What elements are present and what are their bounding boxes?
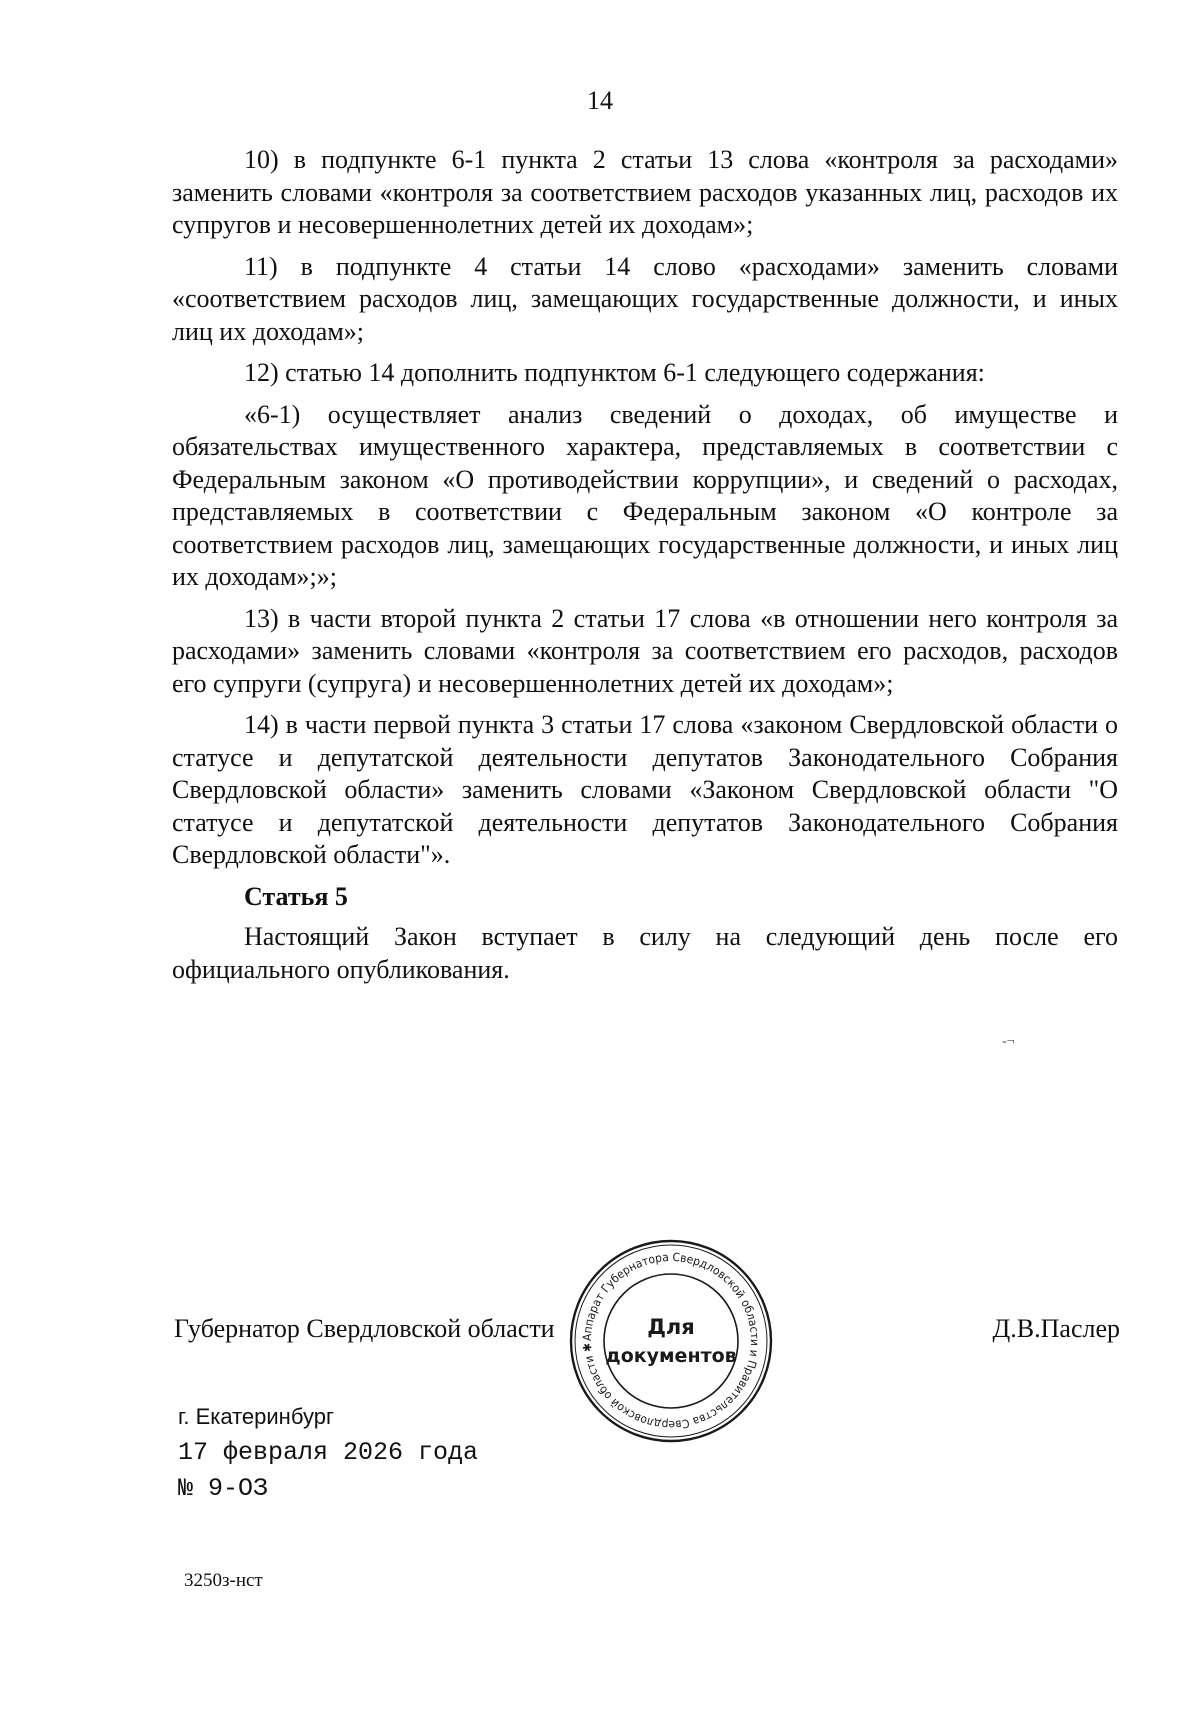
amendment-paragraph-10: 10) в подпункте 6-1 пункта 2 статьи 13 слова «контроля за расходами» заменить словами «контроля за соответствием расходов указанных лиц, расходов их супругов и несовершеннолетних детей их доходам»; xyxy=(172,145,1118,239)
article-heading: Статья 5 xyxy=(244,881,348,911)
amendment-paragraph-13: 13) в части второй пункта 2 статьи 17 слова «в отношении него контроля за расходами» заменить словами «контроля за соответствием его расходов, расходов его супруги (супруга) и несовершеннолетних детей их доходам»; xyxy=(172,603,1118,698)
governor-title: Губернатор Свердловской области xyxy=(174,1314,555,1343)
amendment-paragraph-6-1: «6-1) осуществляет анализ сведений о доходах, об имуществе и обязательствах имущественного характера, представляемых в соответствии с Федеральным законом «О противодействии коррупции», и сведений о расходах, представляемых в соответствии с Федеральным законом «О контроле за соответствием расходов лиц, замещающих государственные должности, и иных лиц их доходам»;»; xyxy=(172,399,1118,591)
stamp-center-line1: Для xyxy=(647,1315,695,1339)
stamp-outer-ring xyxy=(571,1241,771,1441)
stamp-ring-text: Аппарат Губернатора Свердловской области и Правительства Свердловской области ✱ xyxy=(579,1249,763,1433)
amendment-paragraph-12: 12) статью 14 дополнить подпунктом 6-1 следующего содержания: xyxy=(244,358,985,387)
law-number: № 9-ОЗ xyxy=(178,1474,269,1503)
page-number: 14 xyxy=(587,86,613,115)
document-code: 3250з-нст xyxy=(184,1570,263,1591)
official-stamp xyxy=(566,1236,776,1446)
article-text: Настоящий Закон вступает в силу на следующий день после его официального опубликования. xyxy=(172,922,1118,984)
amendment-paragraph-14: 14) в части первой пункта 3 статьи 17 слова «законом Свердловской области о статусе и депутатской деятельности депутатов Законодательного Собрания Свердловской области» заменить словами «Законом Свердловской области "О статусе и депутатской деятельности депутатов Законодательного Собрания Свердловской области"». xyxy=(172,710,1118,869)
city-label: г. Екатеринбург xyxy=(178,1404,334,1429)
governor-name: Д.В.Паслер xyxy=(992,1314,1120,1343)
law-body xyxy=(172,144,1118,995)
stamp-inner-ring xyxy=(604,1274,738,1408)
scan-mark: -¬ xyxy=(1002,1034,1015,1049)
amendment-paragraph-11: 11) в подпункте 4 статьи 14 слово «расходами» заменить словами «соответствием расходов лиц, замещающих государственные должности, и иных лиц их доходам»; xyxy=(172,251,1118,346)
signing-date: 17 февраля 2026 года xyxy=(178,1438,479,1467)
stamp-center-line2: документов xyxy=(605,1345,737,1367)
